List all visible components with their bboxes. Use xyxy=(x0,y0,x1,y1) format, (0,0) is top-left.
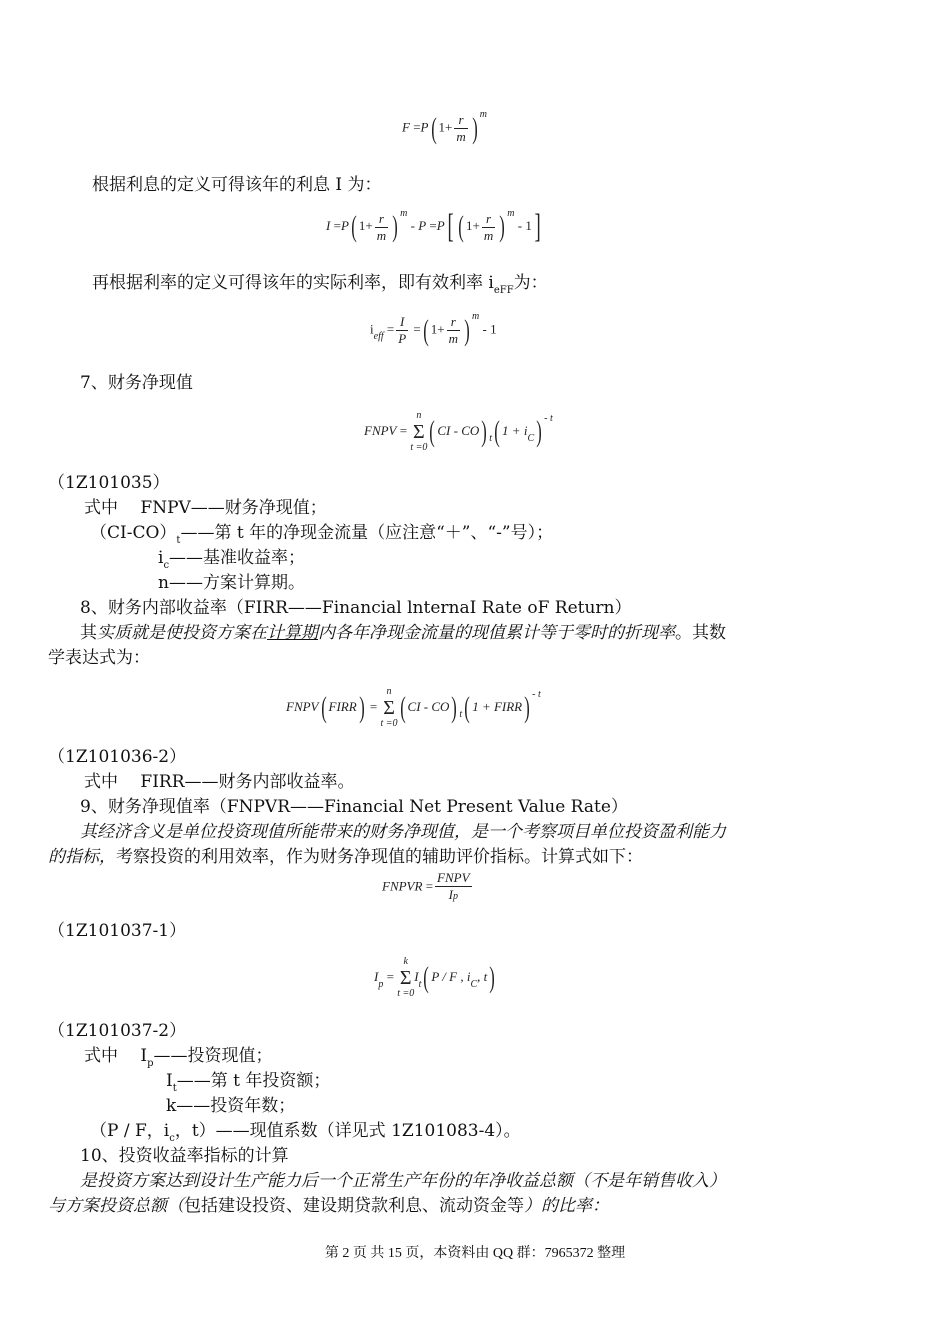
text-italic: 实质就是使投资方案在 xyxy=(97,623,267,643)
paragraph-line xyxy=(90,1120,521,1145)
formula-paren: ) xyxy=(451,691,458,724)
formula-paren: ( xyxy=(429,415,436,448)
formula-symbol: CI - CO xyxy=(437,422,480,438)
formula-symbol: FNPV xyxy=(286,698,319,714)
text-run: ——基准收益率； xyxy=(169,548,306,568)
text-run: 其 xyxy=(80,623,97,643)
formula-subscript: C xyxy=(470,978,478,990)
formula-firr xyxy=(286,686,541,730)
paragraph-line xyxy=(92,272,548,297)
formula-symbol: 1 xyxy=(438,119,445,135)
section-heading: 8、财务内部收益率（FIRR——Financial lnternaI Rate oF Return） xyxy=(80,598,632,618)
sigma-glyph: Σ xyxy=(399,967,412,989)
formula-exponent: m xyxy=(507,207,515,219)
formula-exponent: - t xyxy=(544,412,553,424)
text-run: （CI-CO） xyxy=(90,523,177,543)
formula-symbol: I xyxy=(414,968,419,984)
formula-symbol: = xyxy=(386,321,395,337)
formula-symbol: = xyxy=(413,119,421,135)
formula-symbol: + xyxy=(472,217,480,233)
text-subscript: t xyxy=(172,1083,177,1094)
formula-paren: ) xyxy=(489,961,496,994)
formula-bracket: [ xyxy=(447,208,454,245)
formula-paren: ( xyxy=(399,691,406,724)
formula-exponent: m xyxy=(400,207,408,219)
formula-symbol: P xyxy=(418,217,427,233)
sum-lower-limit: t =0 xyxy=(397,988,415,999)
formula-symbol: P / F , i xyxy=(431,968,471,984)
fraction-numerator: r xyxy=(454,112,467,129)
formula-fraction xyxy=(375,211,388,244)
formula-paren: ( xyxy=(423,313,429,347)
paragraph-line: k——投资年数； xyxy=(166,1096,296,1116)
formula-bracket: ] xyxy=(534,208,541,245)
formula-symbol: I xyxy=(326,217,331,233)
formula-symbol: P xyxy=(340,217,349,233)
text-subscript: p xyxy=(147,1058,154,1069)
formula-symbol: F xyxy=(402,119,410,135)
fraction-numerator: r xyxy=(375,211,388,228)
formula-paren: ) xyxy=(499,210,506,243)
formula-paren: ( xyxy=(351,210,357,243)
formula-fnpvr xyxy=(382,870,474,905)
text-run: ，t）——现值系数（详见式 1Z101083-4）。 xyxy=(174,1121,521,1141)
formula-symbol: 1 xyxy=(430,321,438,337)
formula-fnpv xyxy=(364,410,553,454)
fraction-denominator: P xyxy=(398,331,407,346)
formula-effective-rate xyxy=(370,311,497,347)
formula-subscript: eff xyxy=(373,331,384,343)
formula-symbol: FIRR xyxy=(328,698,357,714)
fraction-numerator: r xyxy=(482,211,495,228)
formula-subscript: p xyxy=(378,978,384,990)
formula-paren: ( xyxy=(458,210,464,243)
formula-paren: ( xyxy=(320,691,327,724)
formula-fraction xyxy=(435,870,472,905)
formula-subscript: C xyxy=(527,432,535,444)
formula-subscript: p xyxy=(452,891,458,902)
formula-paren: ) xyxy=(481,415,488,448)
formula-exponent: - t xyxy=(532,688,541,700)
text-run: 为： xyxy=(513,273,548,293)
sigma-glyph: Σ xyxy=(413,421,425,443)
paragraph-line: 是投资方案达到设计生产能力后一个正常生产年份的年净收益总额（不是年销售收入） xyxy=(80,1171,726,1191)
formula-number: （1Z101035） xyxy=(48,473,170,493)
text-subscript: c xyxy=(163,560,170,571)
formula-number: （1Z101037-2） xyxy=(48,1021,187,1041)
text-run: 包括建设投资、建设期贷款利息、流动资金等 xyxy=(184,1196,524,1216)
formula-paren: ) xyxy=(471,111,478,145)
formula-fraction xyxy=(482,211,495,244)
text-italic: 的指标， xyxy=(48,847,116,867)
text-italic: 内各年净现金流量的现值累计等于零时的折现率 xyxy=(318,623,675,643)
formula-ip xyxy=(374,956,497,1000)
formula-symbol: - xyxy=(482,321,487,337)
formula-interest xyxy=(326,207,543,245)
page-footer: 第 2 页 共 15 页，本资料由 QQ 群：7965372 整理 xyxy=(324,1246,626,1261)
formula-symbol: = xyxy=(429,217,437,233)
formula-paren: ( xyxy=(423,961,430,994)
formula-symbol: FNPV xyxy=(364,422,397,438)
formula-symbol: = xyxy=(333,217,341,233)
formula-paren: ) xyxy=(392,210,398,243)
sum-upper-limit: k xyxy=(403,956,408,967)
fraction-denominator: m xyxy=(448,331,458,346)
formula-paren: ) xyxy=(358,691,365,724)
formula-number: （1Z101037-1） xyxy=(48,921,187,941)
fraction-numerator: r xyxy=(447,314,460,331)
formula-exponent: m xyxy=(472,311,480,323)
sum-lower-limit: t =0 xyxy=(380,718,398,729)
text-subscript: eFF xyxy=(493,285,514,296)
section-heading: 10、投资收益率指标的计算 xyxy=(80,1146,289,1166)
paragraph-line xyxy=(90,522,553,547)
formula-paren: ) xyxy=(536,415,542,448)
formula-symbol: + xyxy=(445,119,453,135)
formula-symbol: + xyxy=(365,217,373,233)
formula-paren: ( xyxy=(464,691,470,724)
paragraph-line xyxy=(48,1195,609,1217)
paragraph-line xyxy=(84,1045,273,1070)
formula-symbol: = xyxy=(386,968,394,984)
formula-subscript: t xyxy=(418,978,422,990)
formula-paren: ( xyxy=(494,415,500,448)
text-run: 式中 I xyxy=(84,1046,148,1066)
formula-fraction xyxy=(396,314,408,347)
text-run: （P / F，i xyxy=(90,1121,170,1141)
formula-fraction xyxy=(447,314,460,347)
text-italic: ）的比率： xyxy=(524,1196,609,1216)
text-run: 考察投资的利用效率，作为财务净现值的辅助评价指标。计算式如下： xyxy=(116,847,643,867)
formula-paren: ) xyxy=(524,691,530,724)
paragraph-line xyxy=(166,1070,330,1095)
formula-symbol: 1 xyxy=(490,321,497,337)
formula-symbol: P xyxy=(420,119,429,135)
formula-number: （1Z101036-2） xyxy=(48,747,187,767)
formula-symbol: - xyxy=(410,217,415,233)
text-underlined: 计算期 xyxy=(267,623,318,643)
formula-symbol: 1 xyxy=(358,217,366,233)
paragraph-line: 根据利息的定义可得该年的利息 I 为： xyxy=(92,175,382,195)
paragraph-line: 式中 FNPV——财务净现值； xyxy=(84,498,327,518)
text-subscript: c xyxy=(169,1133,175,1144)
formula-paren: ( xyxy=(430,111,437,145)
formula-exponent: m xyxy=(479,109,487,121)
sum-upper-limit: n xyxy=(386,686,392,697)
paragraph-line xyxy=(80,622,726,644)
paragraph-line xyxy=(48,846,643,868)
text-run: 。其数 xyxy=(675,623,726,643)
formula-symbol: = xyxy=(413,321,421,337)
summation-sign xyxy=(381,686,398,730)
paragraph-line: 式中 FIRR——财务内部收益率。 xyxy=(84,772,355,792)
formula-fraction xyxy=(454,112,467,145)
formula-symbol: = xyxy=(399,422,408,438)
formula-symbol: - xyxy=(517,217,523,233)
formula-symbol: i xyxy=(370,321,374,337)
fraction-numerator: FNPV xyxy=(437,870,470,885)
paragraph-line: 其经济含义是单位投资现值所能带来的财务净现值，是一个考察项目单位投资盈利能力 xyxy=(80,822,726,842)
text-italic: 与方案投资总额（ xyxy=(48,1196,184,1216)
formula-symbol: 1 + FIRR xyxy=(472,698,523,714)
text-run: I xyxy=(166,1071,173,1091)
formula-symbol: FNPVR xyxy=(382,878,423,894)
paragraph-line xyxy=(158,547,305,572)
fraction-denominator: m xyxy=(456,129,466,144)
formula-symbol: = xyxy=(369,698,378,714)
text-subscript: t xyxy=(176,535,181,546)
formula-symbol: = xyxy=(425,878,434,894)
text-run: i xyxy=(158,548,164,568)
formula-symbol: 1 xyxy=(466,217,473,233)
section-heading: 7、财务净现值 xyxy=(80,373,193,393)
text-run: ——第 t 年投资额； xyxy=(176,1071,331,1091)
formula-compound-amount xyxy=(402,109,487,145)
formula-symbol: P xyxy=(436,217,445,233)
text-run: 再根据利率的定义可得该年的实际利率，即有效利率 i xyxy=(92,273,494,293)
sum-lower-limit: t =0 xyxy=(410,442,428,453)
sigma-glyph: Σ xyxy=(383,697,395,719)
paragraph-line: n——方案计算期。 xyxy=(158,573,305,593)
formula-symbol: + xyxy=(437,321,445,337)
text-run: ——投资现值； xyxy=(153,1046,273,1066)
summation-sign xyxy=(397,956,414,1000)
fraction-numerator: I xyxy=(396,314,408,331)
section-heading: 9、财务净现值率（FNPVR——Financial Net Present Value Rate） xyxy=(80,797,628,817)
fraction-denominator: m xyxy=(376,227,387,243)
paragraph-line: 学表达式为： xyxy=(48,648,150,668)
formula-symbol: I xyxy=(448,887,453,902)
formula-subscript: t xyxy=(459,708,463,720)
formula-symbol: CI - CO xyxy=(407,698,450,714)
fraction-denominator: m xyxy=(483,227,494,243)
formula-subscript: t xyxy=(489,432,493,444)
formula-symbol: , t xyxy=(477,968,488,984)
formula-symbol: 1 xyxy=(525,217,532,233)
sum-upper-limit: n xyxy=(416,410,422,421)
summation-sign xyxy=(410,410,427,454)
formula-symbol: I xyxy=(374,968,379,984)
text-run: ——第 t 年的净现金流量（应注意“＋”、“-”号）； xyxy=(180,523,554,543)
fraction-denominator xyxy=(435,887,472,905)
formula-paren: ) xyxy=(464,313,470,347)
formula-symbol: 1 + i xyxy=(502,422,528,438)
